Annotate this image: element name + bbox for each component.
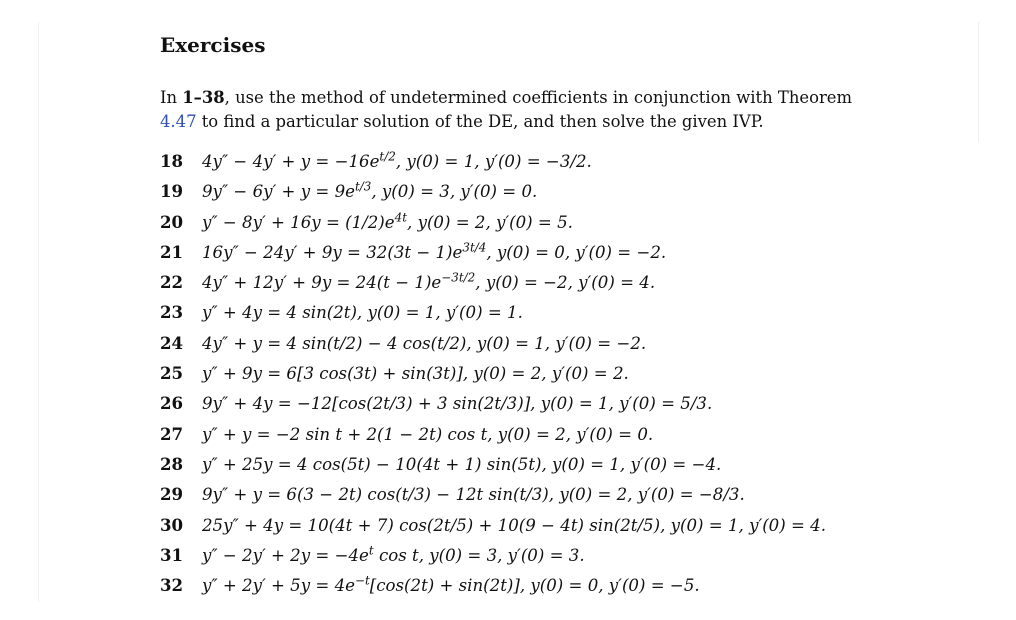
section-heading: Exercises (160, 33, 266, 57)
exercise-item (160, 570, 960, 600)
exercise-equation: 9y″ + 4y = −12[cos(2t/3) + 3 sin(2t/3)], y(0) = 1, y′(0) = 5/3. (202, 394, 713, 414)
intro-paragraph (160, 86, 880, 134)
exercise-item (160, 540, 960, 570)
intro-text-after-ref: to find a particular solution of the DE, and then solve the given IVP. (196, 112, 764, 131)
exercise-item (160, 388, 960, 418)
exercise-item (160, 146, 960, 176)
exercise-item (160, 449, 960, 479)
exercise-item (160, 267, 960, 297)
exercise-number: 25 (160, 363, 184, 384)
exercise-item (160, 176, 960, 206)
exercise-equation: y″ + y = −2 sin t + 2(1 − 2t) cos t, y(0) = 2, y′(0) = 0. (202, 424, 654, 444)
exercise-item (160, 510, 960, 540)
exercise-number: 20 (160, 211, 184, 232)
exercise-number: 23 (160, 302, 184, 323)
exercise-number: 19 (160, 181, 184, 202)
exercise-number: 26 (160, 393, 184, 414)
exercise-item (160, 328, 960, 358)
exercise-number: 30 (160, 514, 184, 535)
exercise-equation: $4y'' + 12y' + 9y = 24(t - 1)e^{-3t/2}$, y(0) = −2, y′(0) = 4. (202, 270, 656, 293)
intro-text-before-ref: , use the method of undetermined coefficients in conjunction with Theorem (224, 88, 853, 107)
page-edge-right (978, 22, 979, 142)
exercise-list (160, 146, 960, 600)
exercise-number: 21 (160, 241, 184, 262)
exercise-equation: y″ + 9y = 6[3 cos(3t) + sin(3t)], y(0) = 2, y′(0) = 2. (202, 364, 629, 384)
exercise-item (160, 419, 960, 449)
exercise-item (160, 358, 960, 388)
exercise-equation: $y'' + 2y' + 5y = 4e^{-t}[\cos(2t) + \sin(2t)]$, y(0) = 0, y′(0) = −5. (202, 573, 700, 596)
exercise-equation: $y'' - 2y' + 2y = -4e^t$ cos t, y(0) = 3, y′(0) = 3. (202, 543, 585, 565)
exercise-equation: $16y'' - 24y' + 9y = 32(3t - 1)e^{3t/4}$, y(0) = 0, y′(0) = −2. (202, 240, 667, 262)
exercise-equation: y″ + 4y = 4 sin(2t), y(0) = 1, y′(0) = 1. (202, 303, 523, 323)
exercise-number: 32 (160, 575, 184, 596)
intro-prefix: In (160, 88, 183, 107)
exercise-item (160, 207, 960, 237)
exercise-number: 28 (160, 453, 184, 474)
exercise-number: 22 (160, 272, 184, 293)
exercise-equation: $y'' - 8y' + 16y = (1/2)e^{4t}$, y(0) = 2, y′(0) = 5. (202, 210, 573, 232)
exercise-equation: $9y'' - 6y' + y = 9e^{t/3}$, y(0) = 3, y′(0) = 0. (202, 179, 538, 202)
exercise-equation: $4y'' - 4y' + y = -16e^{t/2}$, y(0) = 1, y′(0) = −3/2. (202, 149, 592, 171)
exercise-item (160, 297, 960, 327)
page-edge-left (38, 22, 39, 602)
exercise-number: 29 (160, 484, 184, 505)
exercise-equation: 4y″ + y = 4 sin(t/2) − 4 cos(t/2), y(0) = 1, y′(0) = −2. (202, 333, 647, 353)
exercise-number: 24 (160, 332, 184, 353)
exercise-equation: y″ + 25y = 4 cos(5t) − 10(4t + 1) sin(5t), y(0) = 1, y′(0) = −4. (202, 454, 722, 474)
theorem-reference-link[interactable]: 4.47 (160, 112, 197, 131)
exercise-item (160, 479, 960, 509)
exercise-equation: 25y″ + 4y = 10(4t + 7) cos(2t/5) + 10(9 − 4t) sin(2t/5), y(0) = 1, y′(0) = 4. (202, 515, 826, 535)
exercise-equation: 9y″ + y = 6(3 − 2t) cos(t/3) − 12t sin(t/3), y(0) = 2, y′(0) = −8/3. (202, 485, 745, 505)
exercise-number: 18 (160, 151, 184, 171)
exercise-number: 31 (160, 544, 184, 565)
exercise-number: 27 (160, 423, 184, 444)
exercise-item (160, 237, 960, 267)
exercise-range: 1–38 (182, 88, 225, 107)
